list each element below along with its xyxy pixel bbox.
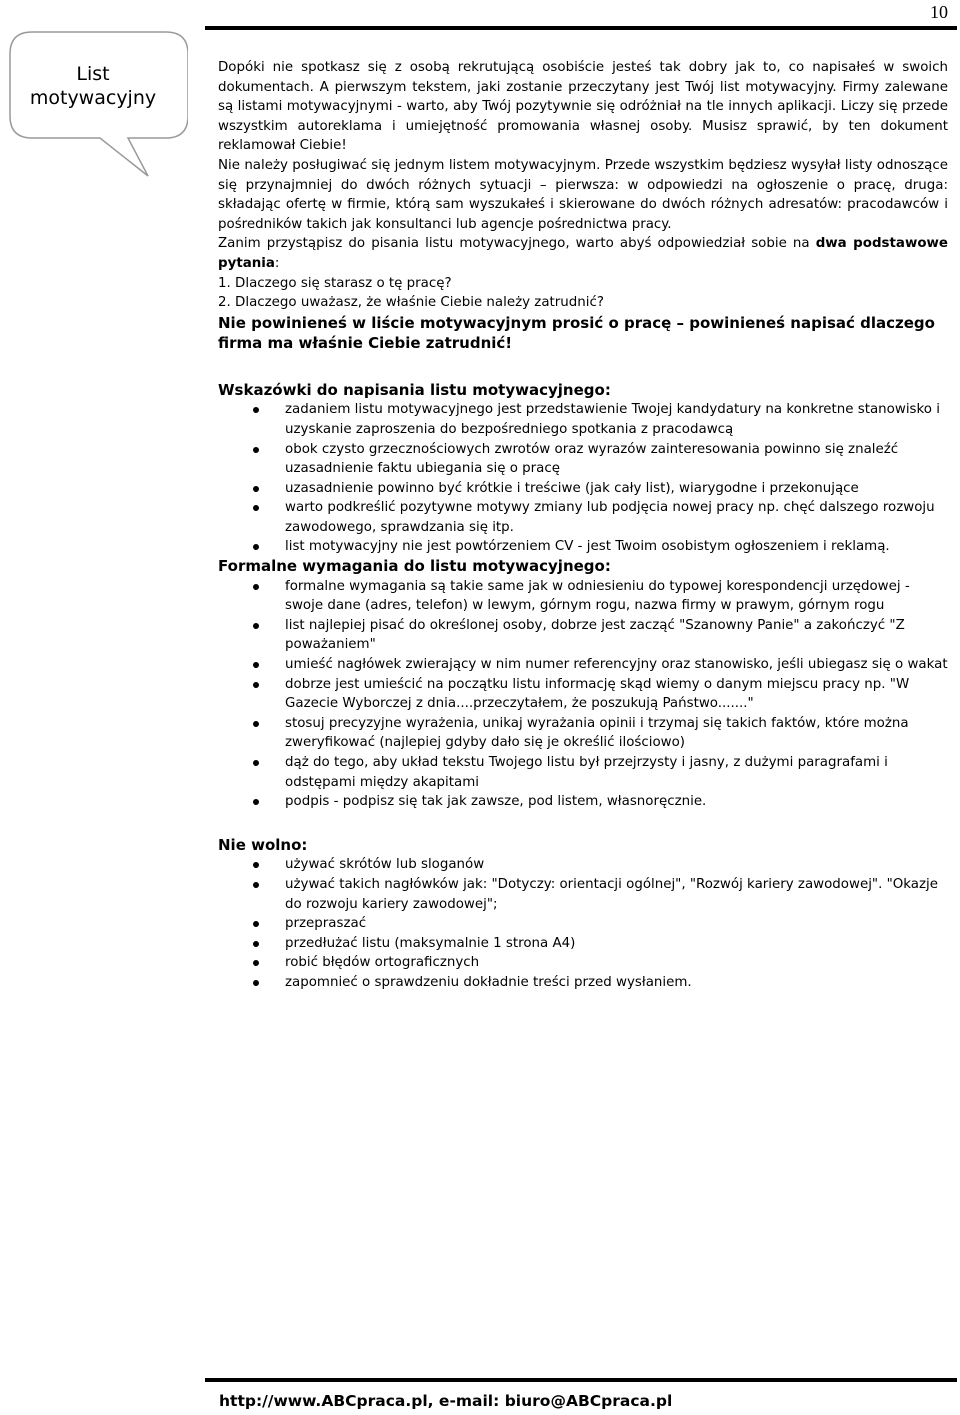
list-item: przedłużać listu (maksymalnie 1 strona A4) <box>218 934 948 954</box>
intro-paragraph-3 <box>218 234 948 273</box>
header-rule <box>205 26 957 30</box>
tips-list <box>218 400 948 557</box>
list-item: dobrze jest umieścić na początku listu informację skąd wiemy o danym miejscu pracy np. "W Gazecie Wyborczej z dnia....przeczytałem, że poszukują Państwo......." <box>218 675 948 714</box>
list-item: podpis - podpisz się tak jak zawsze, pod listem, własnoręcznie. <box>218 792 948 812</box>
intro-paragraph-3-bold: dwa podstawowe pytania <box>218 236 948 271</box>
list-item: formalne wymagania są takie same jak w odniesieniu do typowej korespondencji urzędowej - swoje dane (adres, telefon) w lewym, górnym rogu, nazwa firmy w prawym, górnym rogu <box>218 577 948 616</box>
intro-paragraph-3-start: Zanim przystąpisz do pisania listu motywacyjnego, warto abyś odpowiedział sobie na <box>218 236 816 252</box>
badge-title-line2: motywacyjny <box>29 87 157 109</box>
forbidden-title: Nie wolno: <box>218 835 308 854</box>
badge-title <box>8 62 178 110</box>
intro-paragraph-2: Nie należy posługiwać się jednym listem motywacyjnym. Przede wszystkim będziesz wysyłał listy odnoszące się przynajmniej do dwóch różnych sytuacji – pierwsza: w odpowiedzi na ogłoszenie o pracę, druga: składając ofertę w firmie, którą sam wyszukałeś i skierowane do dwóch różnych adresatów: pracodawców i pośredników takich jak konsultanci lub agencje pośrednictwa pracy. <box>218 157 948 232</box>
page-number: 10 <box>930 2 948 22</box>
list-item: list motywacyjny nie jest powtórzeniem CV - jest Twoim osobistym ogłoszeniem i reklamą. <box>218 537 948 557</box>
footer-contact: http://www.ABCpraca.pl, e-mail: biuro@ABCpraca.pl <box>219 1392 673 1410</box>
footer-rule <box>205 1378 957 1382</box>
list-item: robić błędów ortograficznych <box>218 953 948 973</box>
main-content <box>218 58 948 993</box>
badge-title-line1: List <box>76 63 110 85</box>
list-item: stosuj precyzyjne wyrażenia, unikaj wyrażania opinii i trzymaj się takich faktów, które można zweryfikować (najlepiej gdyby dało się je określić ilościowo) <box>218 714 948 753</box>
list-item: używać skrótów lub sloganów <box>218 855 948 875</box>
speech-bubble-badge <box>8 30 188 180</box>
tips-title: Wskazówki do napisania listu motywacyjnego: <box>218 380 611 399</box>
list-item: przepraszać <box>218 914 948 934</box>
formal-title: Formalne wymagania do listu motywacyjnego: <box>218 557 611 576</box>
list-item: zapomnieć o sprawdzeniu dokładnie treści przed wysłaniem. <box>218 973 948 993</box>
list-item: umieść nagłówek zwierający w nim numer referencyjny oraz stanowisko, jeśli ubiegasz się o wakat <box>218 655 948 675</box>
list-item: obok czysto grzecznościowych zwrotów oraz wyrazów zainteresowania powinno się znaleźć uzasadnienie faktu ubiegania się o pracę <box>218 440 948 479</box>
forbidden-list <box>218 855 948 992</box>
question-2: 2. Dlaczego uważasz, że właśnie Ciebie należy zatrudnić? <box>218 295 604 311</box>
intro-paragraph-3-end: : <box>274 255 280 271</box>
question-1: 1. Dlaczego się starasz o tę pracę? <box>218 275 452 291</box>
list-item: list najlepiej pisać do określonej osoby, dobrze jest zacząć "Szanowny Panie" a zakończyć "Z poważaniem" <box>218 616 948 655</box>
list-item: uzasadnienie powinno być krótkie i treściwe (jak cały list), wiarygodne i przekonujące <box>218 479 948 499</box>
intro-paragraph-1: Dopóki nie spotkasz się z osobą rekrutującą osobiście jesteś tak dobry jak to, co napisałeś w swoich dokumentach. A pierwszym tekstem, jaki zostanie przeczytany jest Twój list motywacyjny. Firmy zalewane są listami motywacyjnymi - warto, aby Twój pozytywnie się odróżniał na tle innych aplikacji. Liczy się przede wszystkim autoreklama i umiejętność promowania własnej osoby. Musisz sprawić, by ten dokument reklamował Ciebie! <box>218 60 948 154</box>
callout-statement: Nie powinieneś w liście motywacyjnym prosić o pracę – powinieneś napisać dlaczego firma ma właśnie Ciebie zatrudnić! <box>218 313 935 352</box>
list-item: warto podkreślić pozytywne motywy zmiany lub podjęcia nowej pracy np. chęć dalszego rozwoju zawodowego, sprawdzania się itp. <box>218 498 948 537</box>
list-item: zadaniem listu motywacyjnego jest przedstawienie Twojej kandydatury na konkretne stanowisko i uzyskanie zaproszenia do bezpośredniego spotkania z pracodawcą <box>218 400 948 439</box>
list-item: używać takich nagłówków jak: "Dotyczy: orientacji ogólnej", "Rozwój kariery zawodowej". "Okazje do rozwoju kariery zawodowej"; <box>218 875 948 914</box>
formal-list <box>218 577 948 812</box>
list-item: dąż do tego, aby układ tekstu Twojego listu był przejrzysty i jasny, z dużymi paragrafami i odstępami między akapitami <box>218 753 948 792</box>
